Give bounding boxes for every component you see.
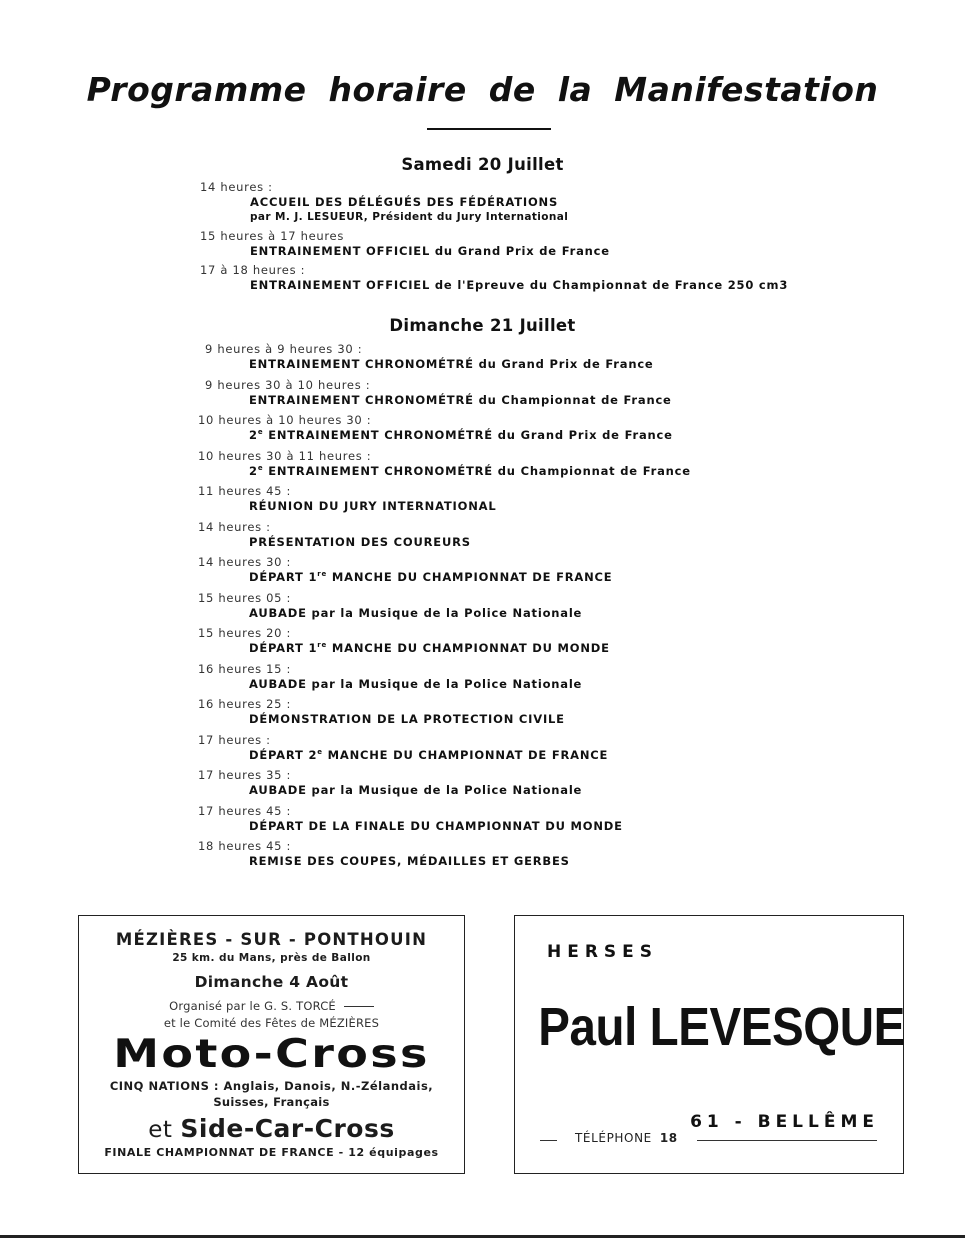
entry-time: 14 heures 30 : — [198, 555, 292, 569]
ad-nations-2: Suisses, Français — [213, 1095, 330, 1109]
entry-description — [249, 854, 965, 869]
entry-description — [249, 819, 965, 834]
ad-location: 25 km. du Mans, près de Ballon — [172, 952, 371, 964]
ad-product: HERSES — [547, 942, 659, 962]
schedule-entry — [200, 263, 965, 293]
entry-text: AUBADE par la Musique de la Police Nationale — [249, 676, 583, 691]
rule-left — [540, 1140, 557, 1141]
ordinal-number: 2 — [249, 463, 258, 478]
entry-time: 14 heures : — [198, 519, 271, 534]
entry-description — [249, 428, 965, 443]
entry-text: ENTRAINEMENT CHRONOMÉTRÉ du Championnat de France — [268, 463, 691, 478]
schedule-entry — [0, 662, 965, 692]
entry-description — [249, 606, 965, 621]
schedule-entry — [0, 839, 965, 869]
entry-time: 17 heures 45 : — [198, 803, 292, 818]
entry-time: 16 heures 25 : — [198, 697, 292, 711]
entry-time: 18 heures 45 : — [198, 839, 292, 853]
ad-moto-cross — [78, 915, 465, 1174]
ad-phone — [575, 1131, 678, 1145]
entry-time: 10 heures 30 à 11 heures : — [198, 448, 372, 463]
ad-company-town: 61 - BELLÊME — [690, 1112, 879, 1132]
phone-label: TÉLÉPHONE — [575, 1131, 652, 1145]
entry-description-sub-text: par M. J. LESUEUR, Président du Jury International — [250, 211, 569, 223]
entry-time: 9 heures à 9 heures 30 : — [205, 342, 363, 356]
entry-text: ENTRAINEMENT CHRONOMÉTRÉ du Grand Prix de France — [268, 428, 673, 442]
ordinal-suffix: re — [317, 641, 328, 650]
entry-text: ENTRAINEMENT CHRONOMÉTRÉ du Grand Prix de France — [249, 357, 654, 371]
ad-event-title: Moto-Cross — [113, 1032, 430, 1077]
schedule-entry — [200, 180, 965, 225]
entry-description — [249, 748, 965, 763]
schedule-entry — [0, 449, 965, 479]
entry-text: AUBADE par la Musique de la Police Nationale — [249, 605, 583, 620]
ordinal-suffix: e — [257, 428, 264, 437]
schedule-entry — [0, 520, 965, 550]
phone-number: 18 — [659, 1131, 678, 1145]
entry-text: DÉMONSTRATION DE LA PROTECTION CIVILE — [249, 712, 565, 726]
entry-time: 15 heures 05 : — [198, 590, 292, 605]
schedule-entry — [0, 342, 965, 372]
entry-description — [249, 499, 965, 514]
entry-description: ENTRAINEMENT OFFICIEL de l'Epreuve du Championnat de France 250 cm3 — [250, 278, 789, 292]
rule-right — [697, 1140, 877, 1141]
entry-description — [249, 783, 965, 798]
ad-organiser-2: et le Comité des Fêtes de MÉZIÈRES — [163, 1016, 380, 1030]
schedule-entry — [0, 733, 965, 763]
entry-description — [249, 393, 965, 408]
ad-nations-1: CINQ NATIONS : Anglais, Danois, N.-Zélandais, — [109, 1079, 434, 1093]
page-title: Programme horaire de la Manifestation — [86, 70, 879, 109]
schedule-entry — [0, 413, 965, 443]
schedule-entry — [0, 626, 965, 656]
ad-event-2: Side-Car-Cross — [180, 1114, 395, 1143]
ordinal-suffix: e — [317, 747, 323, 756]
ordinal-suffix: re — [317, 570, 328, 579]
entry-text: DÉPART DE LA FINALE DU CHAMPIONNAT DU MONDE — [249, 818, 623, 833]
schedule-entry — [0, 697, 965, 727]
entry-description — [249, 535, 965, 550]
ad-date: Dimanche 4 Août — [194, 973, 349, 991]
entry-description: ACCUEIL DES DÉLÉGUÉS DES FÉDÉRATIONS — [250, 195, 559, 209]
ad-and: et — [148, 1117, 173, 1143]
saturday-schedule — [0, 180, 965, 297]
entry-time: 17 à 18 heures : — [200, 263, 306, 277]
ad-levesque — [514, 915, 904, 1174]
entry-time: 17 heures 35 : — [198, 768, 292, 782]
entry-text: MANCHE DU CHAMPIONNAT DE FRANCE — [331, 570, 613, 584]
entry-text: MANCHE DU CHAMPIONNAT DE FRANCE — [327, 747, 609, 762]
entry-description — [249, 641, 965, 656]
entry-description — [249, 357, 965, 372]
schedule-entry — [200, 229, 965, 259]
entry-description — [249, 677, 965, 692]
page-bottom-rule — [0, 1235, 965, 1238]
sunday-heading: Dimanche 21 Juillet — [389, 316, 576, 335]
ad-town: MÉZIÈRES - SUR - PONTHOUIN — [115, 930, 428, 949]
schedule-entry — [0, 768, 965, 798]
entry-time: 9 heures 30 à 10 heures : — [205, 377, 371, 392]
entry-time: 16 heures 15 : — [198, 661, 292, 676]
entry-time: 11 heures 45 : — [198, 484, 292, 498]
entry-prefix: DÉPART 1 — [249, 641, 318, 655]
ad-organiser-line — [79, 999, 464, 1013]
sunday-schedule — [0, 342, 965, 875]
ad-sidecar-line — [79, 1114, 464, 1143]
entry-description: ENTRAINEMENT OFFICIEL du Grand Prix de France — [250, 244, 610, 258]
entry-time: 14 heures : — [200, 180, 273, 194]
saturday-heading: Samedi 20 Juillet — [401, 155, 564, 174]
entry-time: 15 heures à 17 heures — [200, 229, 345, 243]
entry-text: MANCHE DU CHAMPIONNAT DU MONDE — [331, 641, 610, 655]
entry-prefix: DÉPART 2 — [249, 747, 318, 762]
ordinal-number: 2 — [249, 428, 258, 442]
entry-description-sub — [200, 210, 965, 225]
ad-organiser-1: Organisé par le G. S. TORCÉ — [169, 999, 336, 1013]
schedule-entry — [0, 555, 965, 585]
entry-time: 15 heures 20 : — [198, 626, 292, 640]
entry-description — [249, 464, 965, 479]
entry-text: REMISE DES COUPES, MÉDAILLES ET GERBES — [249, 854, 570, 868]
entry-prefix: DÉPART 1 — [249, 570, 318, 584]
entry-description — [249, 712, 965, 727]
entry-text: ENTRAINEMENT CHRONOMÉTRÉ du Championnat de France — [249, 392, 672, 407]
title-underline — [427, 128, 551, 130]
dash-rule — [344, 1006, 374, 1007]
ad-final: FINALE CHAMPIONNAT DE FRANCE - 12 équipages — [104, 1146, 439, 1159]
schedule-entry — [0, 378, 965, 408]
schedule-entry — [0, 591, 965, 621]
entry-text: AUBADE par la Musique de la Police Nationale — [249, 783, 583, 797]
entry-description — [249, 570, 965, 585]
entry-time: 17 heures : — [198, 732, 271, 747]
entry-text: PRÉSENTATION DES COUREURS — [249, 534, 471, 549]
schedule-entry — [0, 804, 965, 834]
entry-text: RÉUNION DU JURY INTERNATIONAL — [249, 499, 497, 513]
schedule-entry — [0, 484, 965, 514]
ordinal-suffix: e — [257, 463, 264, 472]
entry-time: 10 heures à 10 heures 30 : — [198, 413, 372, 427]
ad-company-name: Paul LEVESQUE — [538, 997, 905, 1057]
